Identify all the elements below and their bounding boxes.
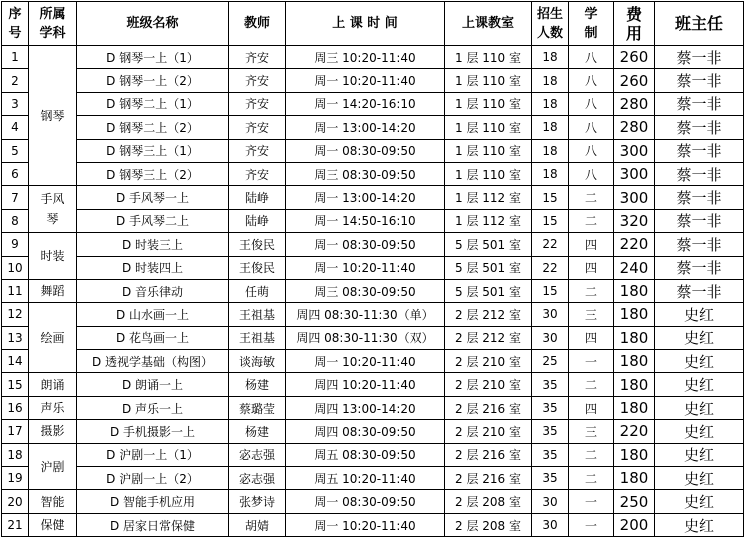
capacity-cell: 30 (532, 513, 569, 536)
capacity-cell: 22 (532, 233, 569, 256)
term-cell: 二 (569, 467, 614, 490)
capacity-cell: 18 (532, 46, 569, 69)
head-teacher-cell: 史红 (655, 443, 744, 466)
class-name-cell: D 山水画一上 (77, 303, 229, 326)
class-name-cell: D 智能手机应用 (77, 490, 229, 513)
header-teacher: 教师 (229, 2, 286, 46)
teacher-cell: 齐安 (229, 139, 286, 162)
term-cell: 八 (569, 116, 614, 139)
fee-cell: 260 (614, 69, 655, 92)
fee-cell: 300 (614, 186, 655, 209)
teacher-cell: 王俊民 (229, 256, 286, 279)
teacher-cell: 胡婧 (229, 513, 286, 536)
teacher-cell: 齐安 (229, 69, 286, 92)
time-cell: 周一 14:20-16:10 (286, 92, 445, 115)
class-name-cell: D 花鸟画一上 (77, 326, 229, 349)
category-cell: 绘画 (29, 303, 77, 373)
index-cell: 11 (2, 279, 29, 302)
table-row (2, 186, 744, 209)
room-cell: 1 层 112 室 (445, 186, 532, 209)
head-teacher-cell: 史红 (655, 513, 744, 536)
term-cell: 二 (569, 209, 614, 232)
capacity-cell: 15 (532, 186, 569, 209)
time-cell: 周三 08:30-09:50 (286, 279, 445, 302)
header-term: 学 制 (569, 2, 614, 46)
capacity-cell: 35 (532, 396, 569, 419)
table-row (2, 490, 744, 513)
header-head-teacher: 班主任 (655, 2, 744, 46)
index-cell: 5 (2, 139, 29, 162)
capacity-cell: 18 (532, 69, 569, 92)
room-cell: 2 层 216 室 (445, 396, 532, 419)
term-cell: 一 (569, 490, 614, 513)
index-cell: 14 (2, 350, 29, 373)
fee-cell: 260 (614, 46, 655, 69)
category-cell: 舞蹈 (29, 279, 77, 302)
head-teacher-cell: 蔡一非 (655, 256, 744, 279)
time-cell: 周三 08:30-09:50 (286, 162, 445, 185)
room-cell: 1 层 110 室 (445, 69, 532, 92)
class-name-cell: D 时装三上 (77, 233, 229, 256)
fee-cell: 180 (614, 396, 655, 419)
category-cell: 时装 (29, 233, 77, 280)
head-teacher-cell: 史红 (655, 420, 744, 443)
class-name-cell: D 手机摄影一上 (77, 420, 229, 443)
time-cell: 周一 08:30-09:50 (286, 139, 445, 162)
category-cell: 声乐 (29, 396, 77, 419)
fee-cell: 180 (614, 326, 655, 349)
time-cell: 周一 13:00-14:20 (286, 186, 445, 209)
head-teacher-cell: 蔡一非 (655, 209, 744, 232)
table-row (2, 256, 744, 279)
teacher-cell: 齐安 (229, 162, 286, 185)
fee-cell: 300 (614, 139, 655, 162)
category-cell: 手风 琴 (29, 186, 77, 233)
time-cell: 周四 10:20-11:40 (286, 373, 445, 396)
teacher-cell: 齐安 (229, 92, 286, 115)
term-cell: 一 (569, 350, 614, 373)
category-cell: 朗诵 (29, 373, 77, 396)
header-index: 序 号 (2, 2, 29, 46)
class-name-cell: D 音乐律动 (77, 279, 229, 302)
term-cell: 二 (569, 373, 614, 396)
head-teacher-cell: 蔡一非 (655, 162, 744, 185)
header-row (2, 2, 744, 46)
class-name-cell: D 手风琴一上 (77, 186, 229, 209)
room-cell: 2 层 210 室 (445, 420, 532, 443)
class-name-cell: D 居家日常保健 (77, 513, 229, 536)
room-cell: 1 层 112 室 (445, 209, 532, 232)
category-cell: 智能 (29, 490, 77, 513)
index-cell: 10 (2, 256, 29, 279)
table-row (2, 46, 744, 69)
capacity-cell: 35 (532, 373, 569, 396)
term-cell: 八 (569, 162, 614, 185)
room-cell: 2 层 216 室 (445, 467, 532, 490)
course-schedule-table (1, 1, 744, 537)
capacity-cell: 30 (532, 303, 569, 326)
teacher-cell: 任萌 (229, 279, 286, 302)
header-time: 上 课 时 间 (286, 2, 445, 46)
table-row (2, 279, 744, 302)
time-cell: 周一 08:30-09:50 (286, 490, 445, 513)
index-cell: 21 (2, 513, 29, 536)
index-cell: 6 (2, 162, 29, 185)
category-cell: 钢琴 (29, 46, 77, 186)
table-row (2, 350, 744, 373)
term-cell: 八 (569, 139, 614, 162)
table-row (2, 326, 744, 349)
term-cell: 四 (569, 256, 614, 279)
index-cell: 17 (2, 420, 29, 443)
fee-cell: 200 (614, 513, 655, 536)
teacher-cell: 陆峥 (229, 186, 286, 209)
room-cell: 1 层 110 室 (445, 92, 532, 115)
teacher-cell: 张梦诗 (229, 490, 286, 513)
header-fee: 费 用 (614, 2, 655, 46)
term-cell: 二 (569, 279, 614, 302)
head-teacher-cell: 蔡一非 (655, 116, 744, 139)
room-cell: 5 层 501 室 (445, 279, 532, 302)
table-row (2, 139, 744, 162)
fee-cell: 320 (614, 209, 655, 232)
index-cell: 9 (2, 233, 29, 256)
capacity-cell: 35 (532, 467, 569, 490)
term-cell: 二 (569, 186, 614, 209)
category-cell: 保健 (29, 513, 77, 536)
index-cell: 7 (2, 186, 29, 209)
class-name-cell: D 钢琴二上（1） (77, 92, 229, 115)
room-cell: 2 层 212 室 (445, 326, 532, 349)
term-cell: 四 (569, 233, 614, 256)
room-cell: 1 层 110 室 (445, 162, 532, 185)
term-cell: 三 (569, 420, 614, 443)
teacher-cell: 谈海敏 (229, 350, 286, 373)
room-cell: 1 层 110 室 (445, 139, 532, 162)
teacher-cell: 王祖基 (229, 303, 286, 326)
term-cell: 二 (569, 443, 614, 466)
room-cell: 2 层 212 室 (445, 303, 532, 326)
fee-cell: 220 (614, 420, 655, 443)
class-name-cell: D 透视学基础（构图） (77, 350, 229, 373)
table-row (2, 373, 744, 396)
class-name-cell: D 朗诵一上 (77, 373, 229, 396)
teacher-cell: 宓志强 (229, 467, 286, 490)
table-row (2, 420, 744, 443)
capacity-cell: 15 (532, 209, 569, 232)
table-row (2, 69, 744, 92)
fee-cell: 250 (614, 490, 655, 513)
term-cell: 八 (569, 46, 614, 69)
fee-cell: 180 (614, 279, 655, 302)
time-cell: 周一 13:00-14:20 (286, 116, 445, 139)
head-teacher-cell: 蔡一非 (655, 186, 744, 209)
time-cell: 周一 08:30-09:50 (286, 233, 445, 256)
teacher-cell: 宓志强 (229, 443, 286, 466)
head-teacher-cell: 蔡一非 (655, 139, 744, 162)
index-cell: 3 (2, 92, 29, 115)
table-row (2, 513, 744, 536)
time-cell: 周三 10:20-11:40 (286, 46, 445, 69)
capacity-cell: 22 (532, 256, 569, 279)
teacher-cell: 齐安 (229, 116, 286, 139)
head-teacher-cell: 史红 (655, 396, 744, 419)
time-cell: 周一 10:20-11:40 (286, 350, 445, 373)
fee-cell: 280 (614, 116, 655, 139)
table-row (2, 303, 744, 326)
room-cell: 2 层 210 室 (445, 373, 532, 396)
head-teacher-cell: 史红 (655, 326, 744, 349)
class-name-cell: D 钢琴三上（1） (77, 139, 229, 162)
teacher-cell: 杨建 (229, 420, 286, 443)
table-row (2, 467, 744, 490)
capacity-cell: 15 (532, 279, 569, 302)
capacity-cell: 18 (532, 162, 569, 185)
teacher-cell: 王祖基 (229, 326, 286, 349)
term-cell: 三 (569, 303, 614, 326)
class-name-cell: D 手风琴二上 (77, 209, 229, 232)
table-body (2, 46, 744, 537)
fee-cell: 180 (614, 350, 655, 373)
teacher-cell: 王俊民 (229, 233, 286, 256)
index-cell: 13 (2, 326, 29, 349)
fee-cell: 180 (614, 373, 655, 396)
time-cell: 周四 08:30-09:50 (286, 420, 445, 443)
index-cell: 20 (2, 490, 29, 513)
head-teacher-cell: 蔡一非 (655, 279, 744, 302)
fee-cell: 240 (614, 256, 655, 279)
class-name-cell: D 沪剧一上（1） (77, 443, 229, 466)
index-cell: 2 (2, 69, 29, 92)
term-cell: 一 (569, 513, 614, 536)
fee-cell: 280 (614, 92, 655, 115)
head-teacher-cell: 史红 (655, 490, 744, 513)
header-capacity: 招生 人数 (532, 2, 569, 46)
header-category: 所属 学科 (29, 2, 77, 46)
index-cell: 16 (2, 396, 29, 419)
table-row (2, 396, 744, 419)
category-cell: 沪剧 (29, 443, 77, 490)
room-cell: 5 层 501 室 (445, 233, 532, 256)
index-cell: 4 (2, 116, 29, 139)
table-row (2, 162, 744, 185)
index-cell: 15 (2, 373, 29, 396)
head-teacher-cell: 蔡一非 (655, 69, 744, 92)
capacity-cell: 18 (532, 139, 569, 162)
teacher-cell: 齐安 (229, 46, 286, 69)
term-cell: 四 (569, 326, 614, 349)
header-class-name: 班级名称 (77, 2, 229, 46)
head-teacher-cell: 史红 (655, 303, 744, 326)
time-cell: 周四 13:00-14:20 (286, 396, 445, 419)
class-name-cell: D 钢琴一上（1） (77, 46, 229, 69)
head-teacher-cell: 蔡一非 (655, 92, 744, 115)
room-cell: 2 层 208 室 (445, 490, 532, 513)
table-row (2, 92, 744, 115)
class-name-cell: D 时装四上 (77, 256, 229, 279)
class-name-cell: D 声乐一上 (77, 396, 229, 419)
term-cell: 四 (569, 396, 614, 419)
teacher-cell: 杨建 (229, 373, 286, 396)
time-cell: 周一 10:20-11:40 (286, 513, 445, 536)
class-name-cell: D 钢琴三上（2） (77, 162, 229, 185)
fee-cell: 300 (614, 162, 655, 185)
table-row (2, 209, 744, 232)
time-cell: 周五 08:30-09:50 (286, 443, 445, 466)
index-cell: 12 (2, 303, 29, 326)
table-row (2, 116, 744, 139)
index-cell: 19 (2, 467, 29, 490)
time-cell: 周四 08:30-11:30（单） (286, 303, 445, 326)
category-cell: 摄影 (29, 420, 77, 443)
capacity-cell: 18 (532, 116, 569, 139)
head-teacher-cell: 史红 (655, 467, 744, 490)
room-cell: 5 层 501 室 (445, 256, 532, 279)
time-cell: 周一 10:20-11:40 (286, 256, 445, 279)
teacher-cell: 陆峥 (229, 209, 286, 232)
head-teacher-cell: 史红 (655, 373, 744, 396)
capacity-cell: 35 (532, 420, 569, 443)
fee-cell: 180 (614, 467, 655, 490)
head-teacher-cell: 蔡一非 (655, 46, 744, 69)
time-cell: 周一 10:20-11:40 (286, 69, 445, 92)
capacity-cell: 35 (532, 443, 569, 466)
room-cell: 1 层 110 室 (445, 116, 532, 139)
capacity-cell: 30 (532, 326, 569, 349)
table-row (2, 233, 744, 256)
room-cell: 2 层 216 室 (445, 443, 532, 466)
teacher-cell: 蔡璐莹 (229, 396, 286, 419)
class-name-cell: D 钢琴一上（2） (77, 69, 229, 92)
room-cell: 2 层 210 室 (445, 350, 532, 373)
table-row (2, 443, 744, 466)
time-cell: 周四 08:30-11:30（双） (286, 326, 445, 349)
term-cell: 八 (569, 92, 614, 115)
time-cell: 周一 14:50-16:10 (286, 209, 445, 232)
index-cell: 8 (2, 209, 29, 232)
index-cell: 18 (2, 443, 29, 466)
head-teacher-cell: 史红 (655, 350, 744, 373)
room-cell: 1 层 110 室 (445, 46, 532, 69)
index-cell: 1 (2, 46, 29, 69)
capacity-cell: 30 (532, 490, 569, 513)
capacity-cell: 25 (532, 350, 569, 373)
fee-cell: 180 (614, 303, 655, 326)
class-name-cell: D 沪剧一上（2） (77, 467, 229, 490)
capacity-cell: 18 (532, 92, 569, 115)
room-cell: 2 层 208 室 (445, 513, 532, 536)
fee-cell: 180 (614, 443, 655, 466)
fee-cell: 220 (614, 233, 655, 256)
class-name-cell: D 钢琴二上（2） (77, 116, 229, 139)
time-cell: 周五 10:20-11:40 (286, 467, 445, 490)
head-teacher-cell: 蔡一非 (655, 233, 744, 256)
header-room: 上课教室 (445, 2, 532, 46)
term-cell: 八 (569, 69, 614, 92)
